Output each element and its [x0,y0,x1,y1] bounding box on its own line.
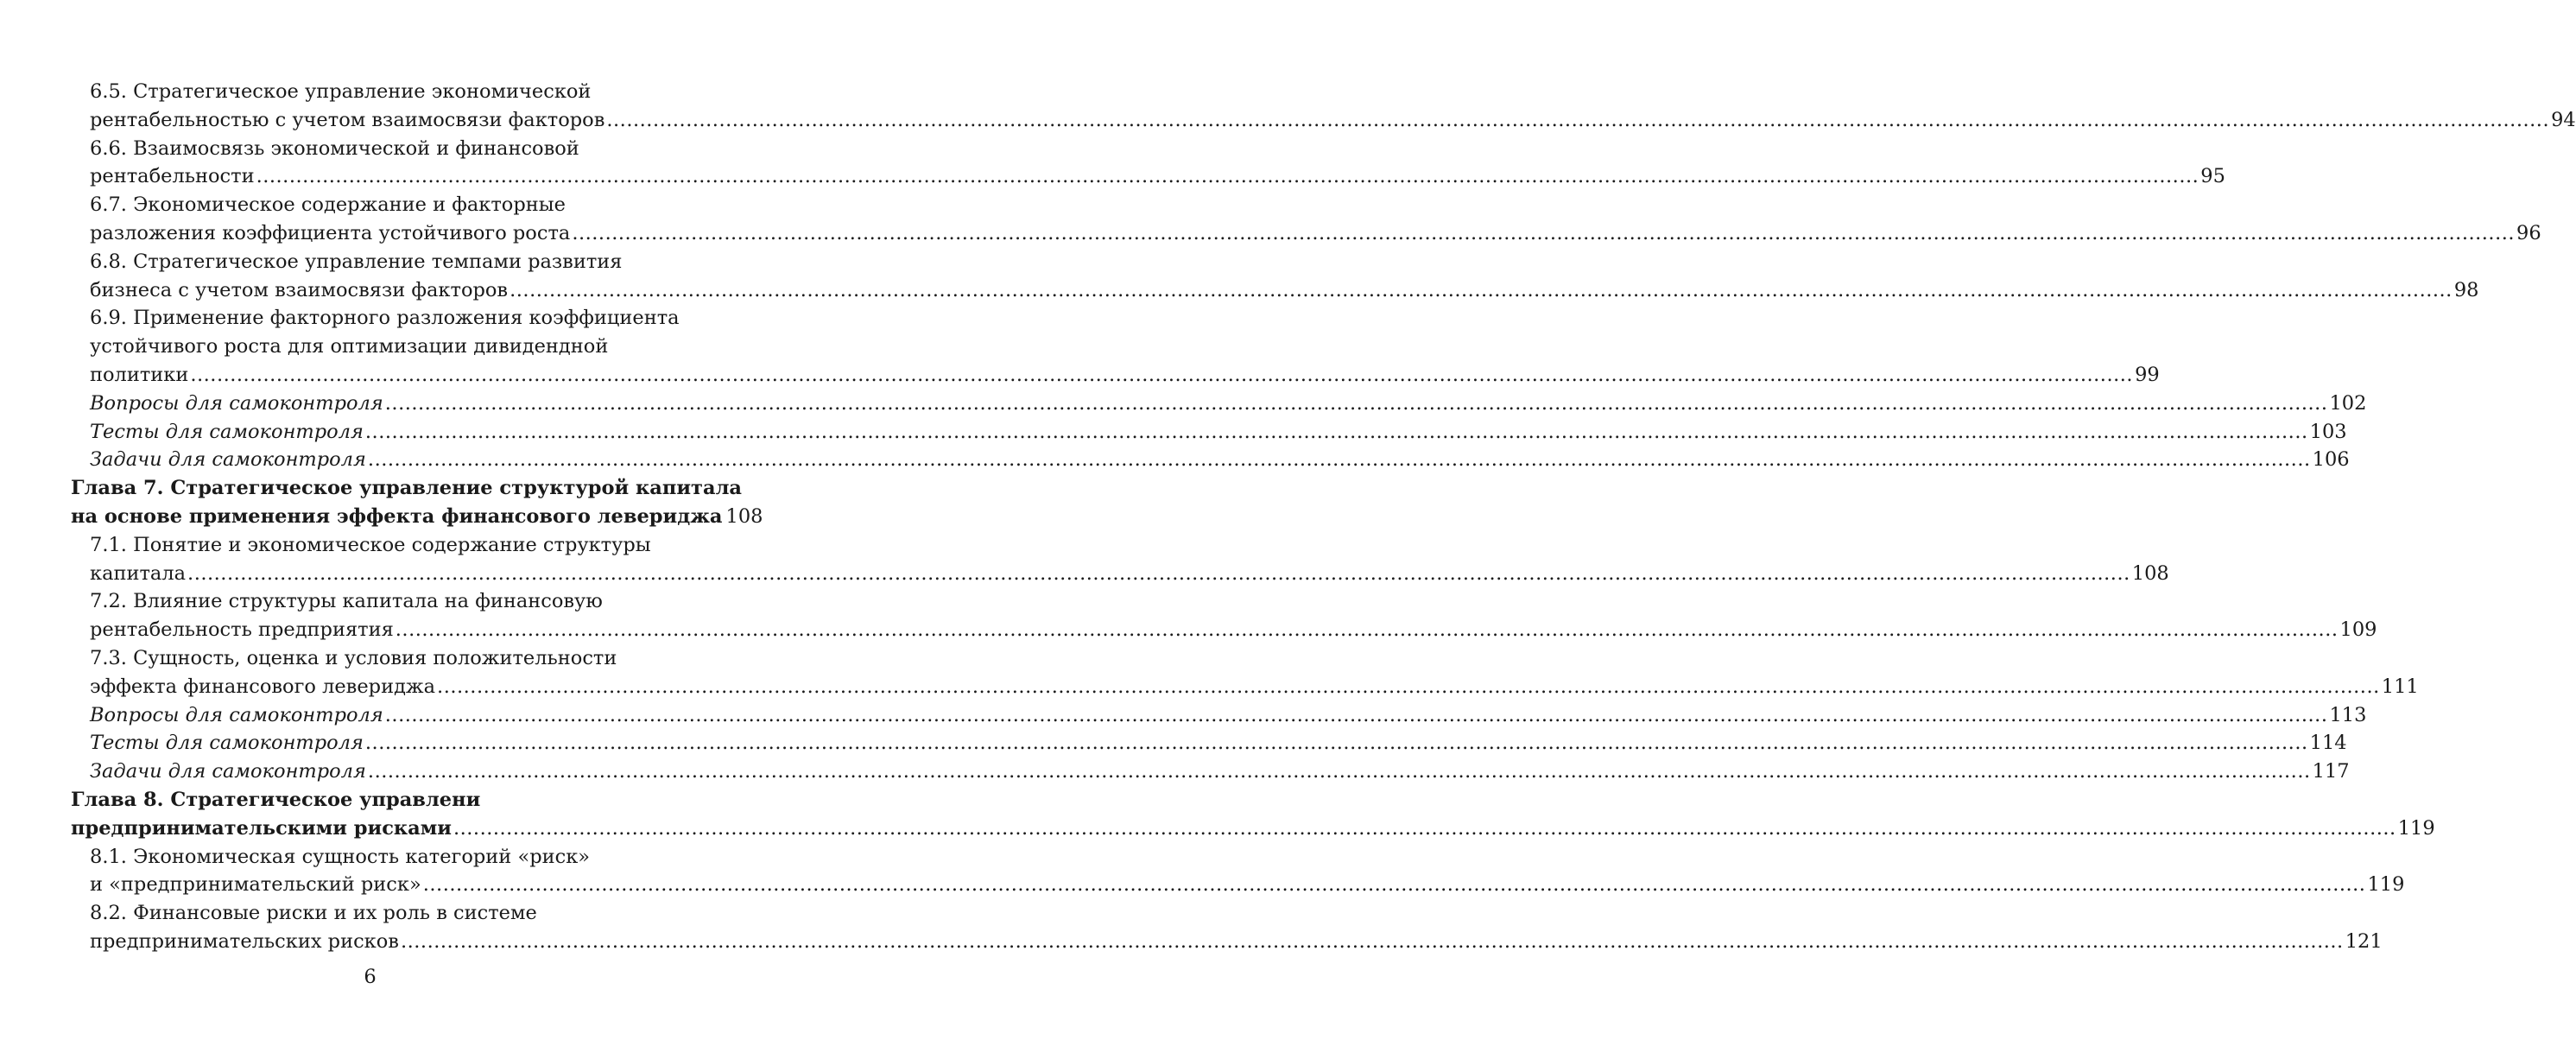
dot-leader [190,361,2133,390]
toc-entry-title-line: рентабельностью с учетом взаимосвязи факторов [90,108,605,131]
toc-chapter-entry[interactable] [71,474,763,531]
toc-entry-last-line [90,390,2367,418]
toc-entry-title-line: рентабельность предприятия [90,618,394,642]
toc-entry-title-line: 6.9. Применение факторного разложения коэффициента [90,307,680,330]
toc-page-number: 119 [2367,873,2405,897]
toc-page-number: 119 [2397,816,2435,840]
toc-page-number: 114 [2309,732,2347,755]
toc-entry-last-line [90,106,2576,135]
toc-entry-last-line [90,560,2169,588]
toc-entry-title-line: на основе применения эффекта финансового левериджа [71,504,723,528]
toc-page-number: 108 [725,504,763,528]
toc-entry-title-line: разложения коэффициента устойчивого роста [90,221,571,244]
toc-entry-title-line: и «предпринимательский риск» [90,873,421,897]
toc-section-entry[interactable] [71,135,2225,192]
toc-entry-title-line: предпринимательских рисков [90,929,399,953]
dot-leader [572,219,2515,248]
toc-page-number: 108 [2131,561,2169,585]
toc-entry-title-line: эффекта финансового левериджа [90,675,436,698]
toc-entry-last-line [90,162,2225,191]
toc-page-number: 102 [2329,391,2367,415]
toc-entry-title-line: Вопросы для самоконтроля [90,703,383,726]
toc-entry-last-line [90,219,2541,248]
toc-page-number: 94 [2551,108,2576,131]
toc-entry-title-line: бизнеса с учетом взаимосвязи факторов [90,278,509,301]
toc-entry-last-line [90,418,2347,447]
toc-entry-last-line [90,701,2367,730]
dot-leader [368,446,2311,474]
toc-entry-last-line [90,276,2479,305]
toc-entry-last-line [90,446,2350,474]
toc-entry-last-line [90,758,2350,786]
toc-exercise-entry[interactable] [71,729,2347,758]
toc-entry-last-line [90,729,2347,758]
table-of-contents [71,78,2576,956]
dot-leader [385,390,2328,418]
dot-leader [385,701,2328,730]
dot-leader [453,815,2396,843]
dot-leader [365,418,2308,447]
toc-entry-title-line: 7.3. Сущность, оценка и условия положительности [90,646,617,669]
toc-entry-title-line: Глава 7. Стратегическое управление структурой капитала [71,477,743,500]
dot-leader [368,758,2311,786]
toc-entry-title-line: Тесты для самоконтроля [90,732,364,755]
toc-page-number: 98 [2453,278,2479,301]
toc-exercise-entry[interactable] [71,701,2367,730]
toc-entry-title-line: Глава 8. Стратегическое управлени [71,788,481,811]
toc-page-number: 111 [2381,675,2419,698]
toc-page-number: 96 [2516,221,2541,244]
toc-entry-last-line [90,361,2160,390]
toc-entry-title-line: Задачи для самоконтроля [90,448,366,472]
toc-section-entry[interactable] [71,531,2169,588]
toc-exercise-entry[interactable] [71,418,2347,447]
toc-entry-title-line: 6.6. Взаимосвязь экономической и финансовой [90,136,579,160]
dot-leader [365,729,2308,758]
toc-section-entry[interactable] [71,644,2419,701]
toc-section-entry[interactable] [71,248,2479,305]
toc-page-number: 103 [2309,420,2347,443]
toc-section-entry[interactable] [71,899,2383,956]
toc-entry-title-line: политики [90,363,189,386]
toc-entry-title-line: устойчивого роста для оптимизации дивидендной [90,335,609,358]
dot-leader [187,560,2130,588]
toc-entry-last-line [71,815,2435,843]
toc-entry-title-line: 6.5. Стратегическое управление экономической [90,80,592,103]
toc-entry-title-line: Тесты для самоконтроля [90,420,364,443]
dot-leader [256,162,2199,191]
toc-entry-title-line: 7.1. Понятие и экономическое содержание структуры [90,533,651,556]
dot-leader [396,616,2339,644]
toc-entry-title-line: 6.7. Экономическое содержание и факторные [90,193,566,217]
toc-entry-title-line: Вопросы для самоконтроля [90,391,383,415]
toc-page-number: 106 [2312,448,2350,472]
toc-exercise-entry[interactable] [71,758,2350,786]
toc-entry-title-line: предпринимательскими рисками [71,816,452,840]
toc-entry-title-line: 6.8. Стратегическое управление темпами развития [90,250,623,273]
page-number: 6 [364,966,377,988]
toc-section-entry[interactable] [71,191,2541,248]
toc-section-entry[interactable] [71,304,2160,389]
toc-page-number: 95 [2200,165,2225,188]
toc-entry-last-line [90,616,2377,644]
toc-page-number: 113 [2329,703,2367,726]
toc-entry-title-line: 8.2. Финансовые риски и их роль в системе [90,902,537,925]
dot-leader [437,673,2380,701]
toc-section-entry[interactable] [71,843,2405,900]
toc-page-number: 121 [2345,929,2383,953]
toc-section-entry[interactable] [71,587,2377,644]
toc-entry-title-line: капитала [90,561,187,585]
toc-entry-last-line [90,673,2419,701]
dot-leader [510,276,2453,305]
toc-section-entry[interactable] [71,78,2576,135]
toc-entry-title-line: Задачи для самоконтроля [90,760,366,783]
toc-page-number: 99 [2135,363,2160,386]
toc-chapter-entry[interactable] [71,786,2435,843]
toc-entry-title-line: 7.2. Влияние структуры капитала на финансовую [90,590,603,613]
dot-leader [606,106,2549,135]
toc-entry-last-line [90,928,2383,956]
toc-page-number: 109 [2339,618,2377,642]
dot-leader [401,928,2344,956]
toc-exercise-entry[interactable] [71,446,2350,474]
toc-entry-last-line [71,503,763,531]
toc-entry-title-line: рентабельности [90,165,255,188]
toc-entry-last-line [90,871,2405,899]
dot-leader [423,871,2366,899]
toc-entry-title-line: 8.1. Экономическая сущность категорий «риск» [90,845,591,868]
toc-exercise-entry[interactable] [71,390,2367,418]
toc-page-number: 117 [2312,760,2350,783]
